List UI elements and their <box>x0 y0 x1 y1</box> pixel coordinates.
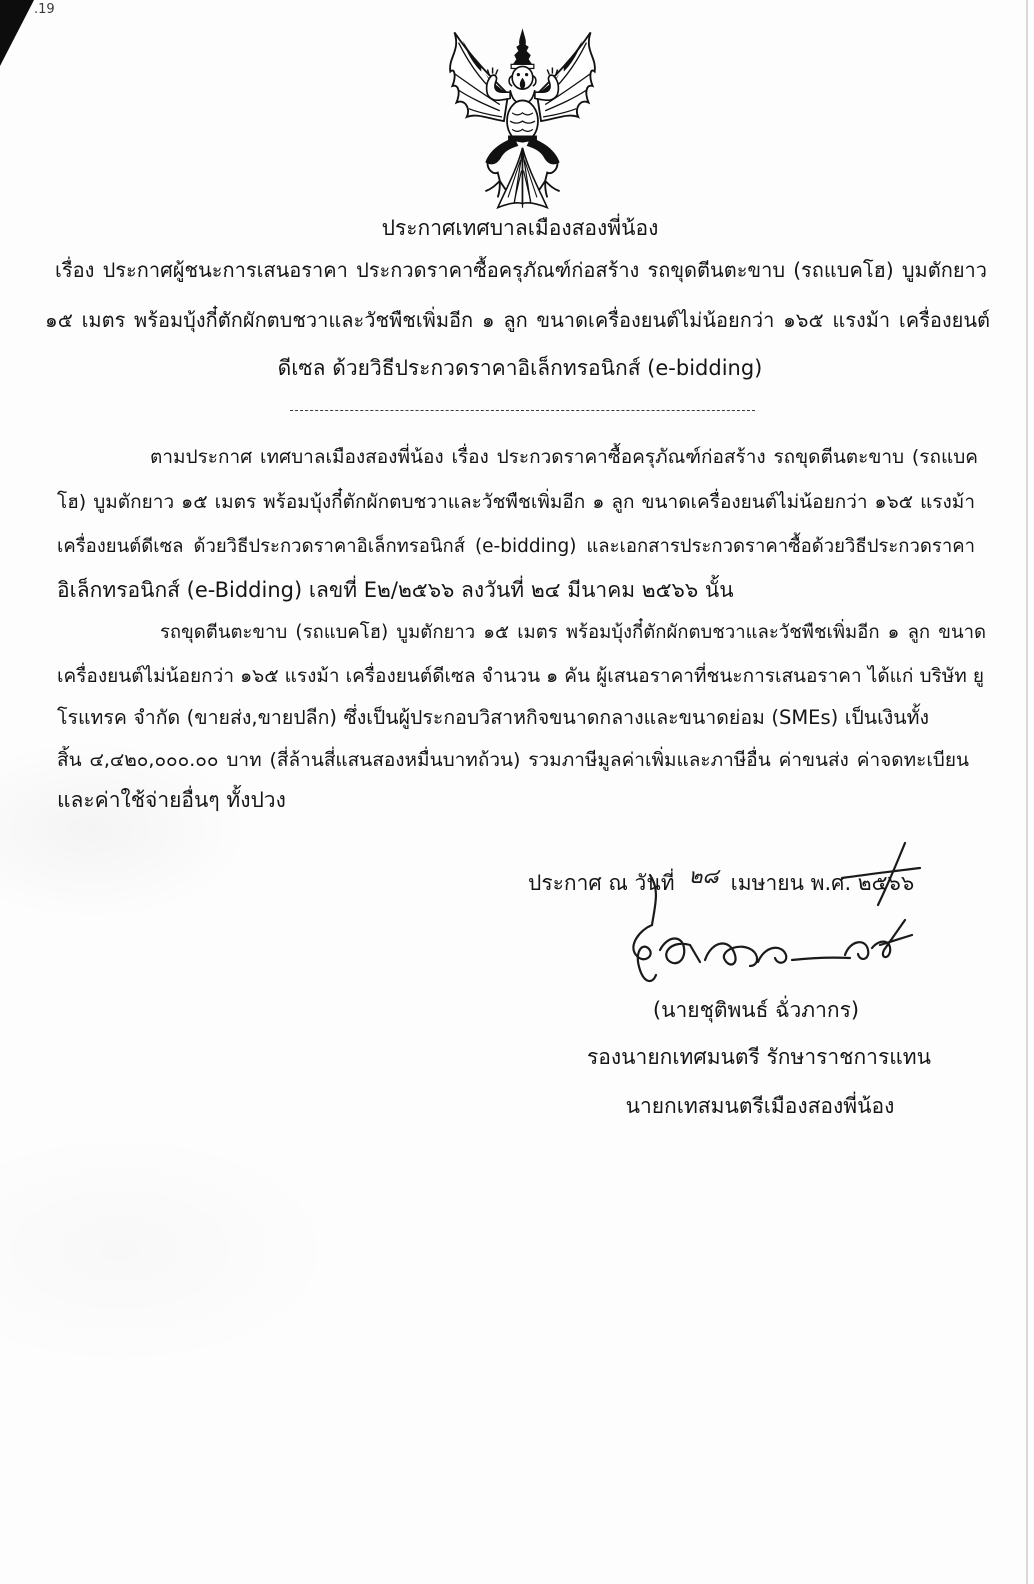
body-line: อิเล็กทรอนิกส์ (e-Bidding) เลขที่ E๒/๒๕๖๖ ลงวันที่ ๒๔ มีนาคม ๒๕๖๖ นั้น <box>57 578 734 602</box>
dashed-separator <box>290 410 755 411</box>
announcement-title: ประกาศเทศบาลเมืองสองพี่น้อง <box>381 216 659 240</box>
garuda-emblem-icon <box>440 26 605 212</box>
body-line: สิ้น ๔,๔๒๐,๐๐๐.๐๐ บาท (สี่ล้านสี่แสนสองหมื่นบาทถ้วน) รวมภาษีมูลค่าเพิ่มและภาษีอื่น ค่าขนส่ง ค่าจดทะเบียน <box>57 749 969 771</box>
date-day-handwritten: ๒๘ <box>688 866 719 888</box>
date-month-year: เมษายน พ.ศ. ๒๕๖๖ <box>730 870 915 895</box>
scan-edge-line <box>1026 0 1028 1584</box>
subject-line: เรื่อง ประกาศผู้ชนะการเสนอราคา ประกวดราคาซื้อครุภัณฑ์ก่อสร้าง รถขุดตีนตะขาบ (รถแบคโฮ) บูมตักยาว <box>55 258 987 282</box>
date-prefix: ประกาศ ณ วันที่ <box>528 870 675 895</box>
scan-page-label: .19 <box>34 2 55 17</box>
handwritten-signature <box>600 830 930 1000</box>
body-line: รถขุดตีนตะขาบ (รถแบคโฮ) บูมตักยาว ๑๕ เมตร พร้อมบุ้งกี๋ตักผักตบชวาและวัชพืชเพิ่มอีก ๑ ลูก ขนาด <box>160 622 986 643</box>
body-line: โรแทรค จำกัด (ขายส่ง,ขายปลีก) ซึ่งเป็นผู้ประกอบวิสาหกิจขนาดกลางและขนาดย่อม (SMEs) เป็นเงินทั้ง <box>57 706 929 729</box>
body-line: โฮ) บูมตักยาว ๑๕ เมตร พร้อมบุ้งกี๋ตักผักตบชวาและวัชพืชเพิ่มอีก ๑ ลูก ขนาดเครื่องยนต์ไม่น้อยกว่า ๑๖๕ แรงม้า <box>57 491 975 513</box>
signatory-position: รองนายกเทศมนตรี รักษาราชการแทน <box>587 1045 931 1069</box>
subject-line: ๑๕ เมตร พร้อมบุ้งกี๋ตักผักตบชวาและวัชพืชเพิ่มอีก ๑ ลูก ขนาดเครื่องยนต์ไม่น้อยกว่า ๑๖๕ แรงม้า เครื่องยนต์ <box>45 308 990 332</box>
signatory-position: นายกเทสมนตรีเมืองสองพี่น้อง <box>625 1094 895 1118</box>
signatory-name: (นายชุติพนธ์ ฉั่วภากร) <box>652 998 860 1022</box>
body-line: เครื่องยนต์ดีเซล ด้วยวิธีประกวดราคาอิเล็กทรอนิกส์ (e-bidding) และเอกสารประกวดราคาซื้อด้วยวิธีประกวดราคา <box>57 536 975 557</box>
body-line: ตามประกาศ เทศบาลเมืองสองพี่น้อง เรื่อง ประกวดราคาซื้อครุภัณฑ์ก่อสร้าง รถขุดตีนตะขาบ (รถแบค <box>150 446 978 468</box>
body-line: เครื่องยนต์ไม่น้อยกว่า ๑๖๕ แรงม้า เครื่องยนต์ดีเซล จำนวน ๑ คัน ผู้เสนอราคาที่ชนะการเสนอราคา ได้แก่ บริษัท ยู <box>57 665 984 687</box>
body-line: และค่าใช้จ่ายอื่นๆ ทั้งปวง <box>57 788 286 812</box>
subject-line: ดีเซล ด้วยวิธีประกวดราคาอิเล็กทรอนิกส์ (e-bidding) <box>277 356 763 380</box>
